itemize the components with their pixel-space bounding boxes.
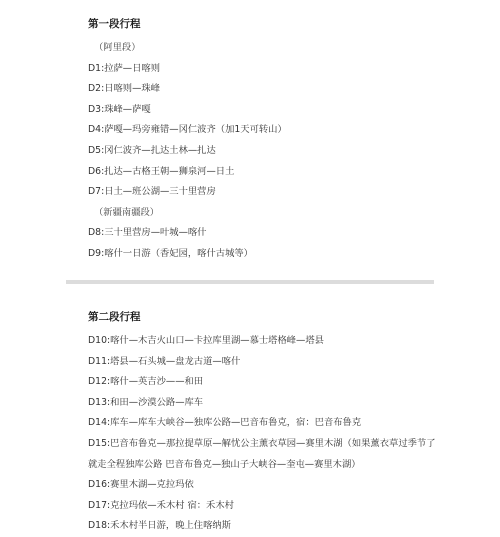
section-2-title: 第二段行程 [88,311,141,323]
day-line-d5: D5:冈仁波齐—扎达土林—扎达 [88,144,216,156]
day-line-d16: D16:赛里木湖—克拉玛依 [88,479,194,491]
day-line-d15-continued: 就走全程独库公路 巴音布鲁克—独山子大峡谷—奎屯—赛里木湖） [88,458,361,470]
day-line-d13: D13:和田—沙漠公路—库车 [88,396,204,408]
day-line-d8: D8:三十里营房—叶城—喀什 [88,227,207,239]
day-line-d6: D6:扎达—古格王朝—狮泉河—日土 [88,165,235,177]
day-line-d14: D14:库车—库车大峡谷—独库公路—巴音布鲁克，宿：巴音布鲁克 [88,417,362,429]
section-1-title: 第一段行程 [88,18,141,30]
itinerary-section-1 [88,14,488,265]
day-line-d2: D2:日喀则—珠峰 [88,83,160,95]
day-line-d12: D12:喀什—英吉沙——和田 [88,376,204,388]
day-line-d18: D18:禾木村半日游，晚上住喀纳斯 [88,520,231,532]
day-line-d9: D9:喀什一日游（香妃园，喀什古城等） [88,247,253,259]
day-line-d11: D11:塔县—石头城—盘龙古道—喀什 [88,355,241,367]
day-line-d4: D4:萨嘎—玛旁雍错—冈仁波齐（加1天可转山） [88,124,287,136]
day-line-d15: D15:巴音布鲁克—那拉提草原—解忧公主薰衣草园—赛里木湖（如果薰衣草过季节了 [88,437,436,449]
section-1-lines [88,38,488,265]
day-line-d7: D7:日土—班公湖—三十里营房 [88,186,216,198]
itinerary-section-2 [88,307,488,537]
section-2-lines [88,331,488,537]
region-label-ali: （阿里段） [94,42,141,53]
day-line-d10: D10:喀什—木吉火山口—卡拉库里湖—慕士塔格峰—塔县 [88,335,324,346]
day-line-d17: D17:克拉玛依—禾木村 宿：禾木村 [88,499,234,511]
section-divider [66,280,434,284]
day-line-d3: D3:珠峰—萨嘎 [88,103,151,115]
day-line-d1: D1:拉萨—日喀则 [88,62,160,74]
region-label-xinjiang: （新疆南疆段） [94,206,160,218]
